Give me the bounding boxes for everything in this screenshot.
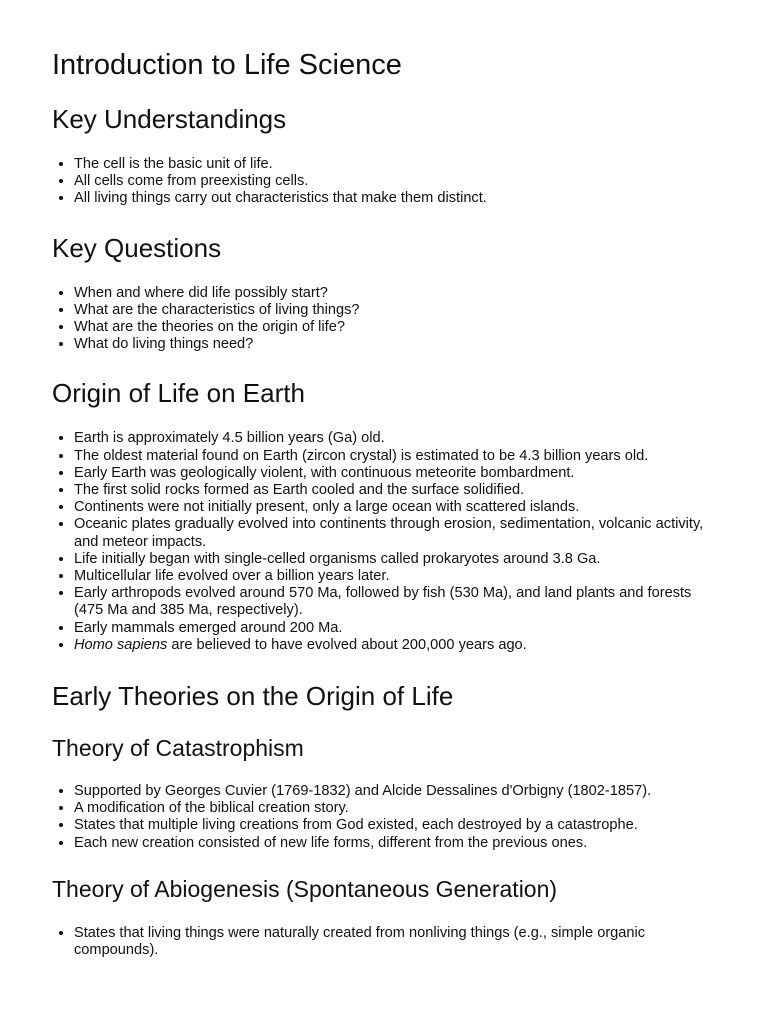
species-name: Homo sapiens [74,636,168,653]
list-item: • A modification of the biblical creation story. [74,800,716,817]
key-questions-heading: Key Questions [52,232,222,263]
list-item: • The first solid rocks formed as Earth cooled and the surface solidified. [74,482,716,499]
list-item: • Early mammals emerged around 200 Ma. [74,620,716,637]
list-item: • States that multiple living creations from God existed, each destroyed by a catastrophe. [74,817,716,834]
list-item: • All cells come from preexisting cells. [74,173,716,190]
list-item: • Oceanic plates gradually evolved into continents through erosion, sedimentation, volcanic activity, and meteor impacts. [74,516,716,550]
key-questions-list [52,285,716,354]
list-item: • Each new creation consisted of new life forms, different from the previous ones. [74,835,716,852]
list-item: • Early arthropods evolved around 570 Ma, followed by fish (530 Ma), and land plants and forests (475 Ma and 385 Ma, respectively). [74,585,716,619]
list-item: • What are the theories on the origin of life? [74,319,716,336]
list-item: • Multicellular life evolved over a billion years later. [74,568,716,585]
list-item: • What do living things need? [74,336,716,353]
catastrophism-list [52,783,716,852]
list-item: • What are the characteristics of living things? [74,302,716,319]
early-theories-heading: Early Theories on the Origin of Life [52,681,454,712]
list-item: • All living things carry out characteristics that make them distinct. [74,190,716,207]
document-title: Introduction to Life Science [52,49,402,81]
list-item: • Earth is approximately 4.5 billion years (Ga) old. [74,430,716,447]
origin-list [52,430,716,654]
key-understandings-heading: Key Understandings [52,104,287,134]
list-item: • The oldest material found on Earth (zircon crystal) is estimated to be 4.3 billion years old. [74,448,716,465]
list-item: • The cell is the basic unit of life. [74,156,716,173]
abiogenesis-list [52,925,716,959]
list-item-text: are believed to have evolved about 200,000 years ago. [167,636,527,653]
list-item: • Supported by Georges Cuvier (1769-1832) and Alcide Dessalines d'Orbigny (1802-1857). [74,783,716,800]
catastrophism-heading: Theory of Catastrophism [52,735,304,762]
list-item: • Early Earth was geologically violent, with continuous meteorite bombardment. [74,465,716,482]
list-item: • When and where did life possibly start? [74,285,716,302]
abiogenesis-heading: Theory of Abiogenesis (Spontaneous Generation) [52,875,558,902]
list-item: • Continents were not initially present, only a large ocean with scattered islands. [74,499,716,516]
key-understandings-list [52,156,716,208]
list-item [74,637,716,654]
list-item: • States that living things were naturally created from nonliving things (e.g., simple organic compounds). [74,925,716,959]
origin-heading: Origin of Life on Earth [52,378,305,409]
list-item: • Life initially began with single-celled organisms called prokaryotes around 3.8 Ga. [74,551,716,568]
